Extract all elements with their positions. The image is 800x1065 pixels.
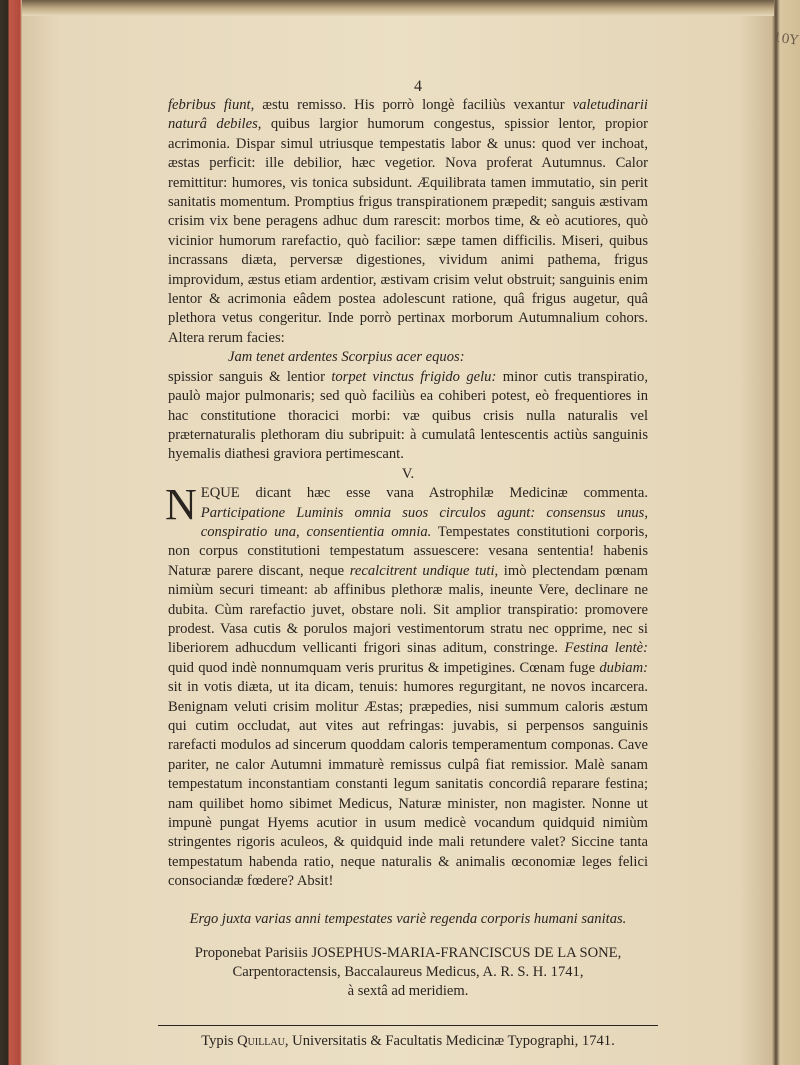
text-run: minor cutis transpiratio, paulò major pulmonaris; sed quò faciliùs ea cohiberi potest, eò frequentiores in hac constitutione thoracici morbi: væ quibus crisis nulla naturalis vel præternaturalis plethoram diu subripuit: à cumulatâ lentescentis actiùs sanguinis hyemalis diathesi graviora pertimescant. [168, 368, 648, 463]
drop-capital: N [165, 480, 197, 530]
printer-name: Quillau [237, 1032, 285, 1049]
handwritten-margin-note: 10Y [771, 30, 799, 49]
text-run: sit in votis diæta, ut ita dicam, tenuis: humores regurgitant, ne novos incarcera. Benignam veluti crisim molitur Æstas; præpedies, nisi summum caloris æstum qui cutim occludat, aut vites aut refringas: juvabis, si perpensos sanguinis rarefacti modulos ad sincerum quoddam caloris temperamentum componas. Cave pariter, ne calor Autumni immaturè remissus culpâ fiat remissior. Malè sanam tempestatum inconstantiam constanti legum sanitatis concordiâ reparare festina; nam quilibet homo sibimet Medicus, Naturæ minister, non magister. Nonne ut impunè pungat Hyems acutior in usum medicè vocandum quidquid nimiùm stringentes rigoris aculeos, & quidquid inde mali retundere valet? Siccine tanta tempestatum habenda ratio, neque naturalis & animalis œconomiæ leges felici consociandæ fœdere? Absit! [168, 679, 648, 890]
proposer-block [168, 944, 648, 1001]
text-run: dicant hæc esse vana Astrophilæ Medicinæ commenta. [239, 485, 648, 502]
proposer-name: JOSEPHUS-MARIA-FRANCISCUS DE LA SONE, [311, 944, 622, 961]
italic-phrase: recalcitrent undique tuti [349, 562, 495, 579]
italic-phrase: valetudinarii naturâ debiles [168, 97, 648, 133]
text-run: Tempestates constitutioni corporis, non corpus constitutioni tempestatum assuescere: vesana sententia! habenis Naturæ parere discant, neque [168, 523, 648, 579]
italic-phrase: torpet vinctus frigido gelu: [331, 368, 497, 385]
text-run: spissior sanguis & lentior [168, 368, 332, 385]
proposer-line-2: Carpentoractensis, Baccalaureus Medicus, A. R. S. H. 1741, [232, 963, 584, 980]
verse-quotation: Jam tenet ardentes Scorpius acer equos: [228, 349, 465, 366]
text-run: , æstu remisso. His porrò longè faciliùs vexantur [250, 97, 573, 113]
page-top-shadow [22, 0, 774, 16]
text-run: , quibus largior humorum congestus, spissior lentor, propior acrimonia. Dispar simul utriusque tempestatis labor & unus: quod ver inchoat, æstas perficit: ille debilior, hæc vegetior. Nova proferat Autumnus. Calor remittitur: humores, vis tonica subsidunt. Æquilibrata tamen immutatio, sin perit sanitatis momentum. Promptius frigus transpirationem præpedit; sanguis æstivam crisim vix bene peragens adhuc dum rarescit: morbos time, & eò acutiores, quò vicinior humorum rarefactio, quò facilior: sæpe tamen difficilis. Miseri, quibus incrassans diæta, perversæ digestiones, vividum animi pathema, frigus improvidum, æstus etiam ardentior, æstivam crisim velut obstruit; sanguinis enim lentor & acrimonia eâdem postea adolescunt ratione, quâ frigus augetur, quâ plethora vetus congeritur. Inde porrò pertinax morborum Autumnalium cohors. Altera rerum facies: [168, 116, 648, 346]
section-number: V. [401, 465, 415, 482]
paragraph-winter [168, 368, 648, 465]
imprint-suffix: , Universitatis & Facultatis Medicinæ Typographi, 1741. [284, 1032, 615, 1049]
italic-phrase: febribus fiunt [168, 97, 251, 113]
text-run: , imò plectendam pœnam nimiùm securi timeant: ab affinibus plethoræ malis, ineunte Vere, declinare ne dubita. Cùm rarefactio juvet, obstare noli. Sit amplior transpiratio: promovere prodest. Vasa cutis & porulos majori vestimentorum stratu nec opprime, nec si liberiorem adhucdum vellicanti frigori sinas aditum, constringe. [168, 562, 648, 657]
italic-phrase: dubiam: [599, 659, 648, 676]
imprint-prefix: Typis [201, 1032, 238, 1049]
proposer-prefix: Proponebat Parisiis [194, 944, 312, 961]
proposer-line-1 [168, 944, 648, 963]
paragraph-section-v [165, 480, 648, 892]
printer-imprint [168, 1032, 648, 1051]
text-run: quid quod indè nonnumquam veris pruritus & impetigines. Cœnam fuge [168, 659, 600, 676]
paragraph-autumn-winter [168, 96, 648, 348]
document-page [165, 78, 648, 1051]
paragraph-lead-word: EQUE [200, 485, 240, 502]
footer-rule [158, 1025, 658, 1026]
italic-phrase: Festina lentè: [564, 640, 648, 657]
page-number: 4 [414, 78, 422, 95]
paragraph-section-v-body [168, 485, 648, 889]
italic-phrase: Participatione Luminis omnia suos circulos agunt: consensus unus, conspiratio una, consentientia omnia. [200, 504, 648, 540]
thesis-conclusion: Ergo juxta varias anni tempestates variè regenda corporis humani sanitas. [189, 910, 627, 927]
proposer-line-3: à sextâ ad meridiem. [347, 982, 469, 999]
